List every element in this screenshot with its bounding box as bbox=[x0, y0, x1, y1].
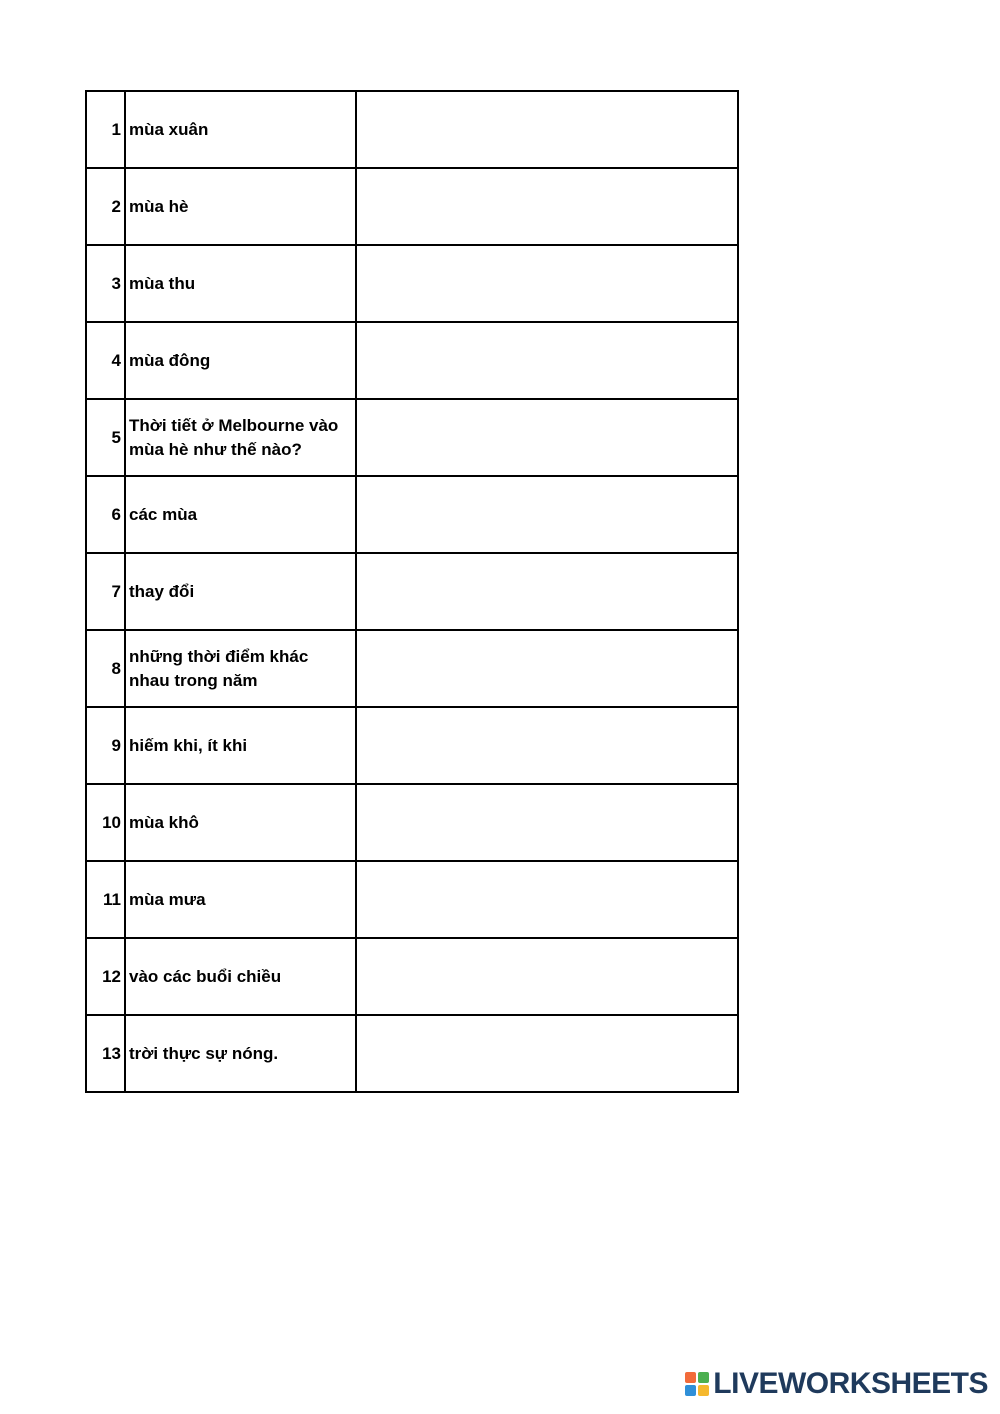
vocabulary-term: vào các buổi chiều bbox=[125, 938, 356, 1015]
vocabulary-term: trời thực sự nóng. bbox=[125, 1015, 356, 1092]
table-row bbox=[86, 1015, 738, 1092]
answer-cell[interactable] bbox=[356, 861, 738, 938]
table-row bbox=[86, 938, 738, 1015]
answer-cell[interactable] bbox=[356, 476, 738, 553]
logo-text: LIVEWORKSHEETS bbox=[713, 1367, 988, 1400]
vocabulary-term: mùa thu bbox=[125, 245, 356, 322]
table-row bbox=[86, 707, 738, 784]
answer-cell[interactable] bbox=[356, 707, 738, 784]
row-number: 3 bbox=[86, 245, 125, 322]
row-number: 1 bbox=[86, 91, 125, 168]
answer-cell[interactable] bbox=[356, 245, 738, 322]
table-row bbox=[86, 630, 738, 707]
answer-cell[interactable] bbox=[356, 1015, 738, 1092]
row-number: 4 bbox=[86, 322, 125, 399]
answer-cell[interactable] bbox=[356, 91, 738, 168]
table-row bbox=[86, 245, 738, 322]
row-number: 9 bbox=[86, 707, 125, 784]
vocabulary-term: các mùa bbox=[125, 476, 356, 553]
table-row bbox=[86, 399, 738, 476]
answer-cell[interactable] bbox=[356, 784, 738, 861]
row-number: 2 bbox=[86, 168, 125, 245]
table-row bbox=[86, 476, 738, 553]
table-row bbox=[86, 91, 738, 168]
row-number: 10 bbox=[86, 784, 125, 861]
vocabulary-term: mùa đông bbox=[125, 322, 356, 399]
vocabulary-term: mùa xuân bbox=[125, 91, 356, 168]
vocabulary-term: mùa hè bbox=[125, 168, 356, 245]
answer-cell[interactable] bbox=[356, 630, 738, 707]
table-row bbox=[86, 861, 738, 938]
vocabulary-table bbox=[85, 90, 739, 1093]
row-number: 12 bbox=[86, 938, 125, 1015]
logo-square-i bbox=[698, 1372, 709, 1383]
row-number: 6 bbox=[86, 476, 125, 553]
vocabulary-term: thay đổi bbox=[125, 553, 356, 630]
vocabulary-term: hiếm khi, ít khi bbox=[125, 707, 356, 784]
table-row bbox=[86, 553, 738, 630]
answer-cell[interactable] bbox=[356, 553, 738, 630]
row-number: 7 bbox=[86, 553, 125, 630]
answer-cell[interactable] bbox=[356, 399, 738, 476]
logo-square-l bbox=[685, 1372, 696, 1383]
row-number: 5 bbox=[86, 399, 125, 476]
answer-cell[interactable] bbox=[356, 938, 738, 1015]
vocabulary-term: những thời điểm khác nhau trong năm bbox=[125, 630, 356, 707]
logo-square-v bbox=[685, 1385, 696, 1396]
row-number: 13 bbox=[86, 1015, 125, 1092]
vocabulary-term: Thời tiết ở Melbourne vào mùa hè như thế nào? bbox=[125, 399, 356, 476]
table-row bbox=[86, 784, 738, 861]
liveworksheets-logo bbox=[685, 1368, 988, 1400]
liveworksheets-logo-icon bbox=[685, 1372, 709, 1396]
logo-square-e bbox=[698, 1385, 709, 1396]
vocabulary-term: mùa khô bbox=[125, 784, 356, 861]
answer-cell[interactable] bbox=[356, 322, 738, 399]
row-number: 11 bbox=[86, 861, 125, 938]
table-body bbox=[86, 91, 738, 1092]
table-row bbox=[86, 322, 738, 399]
row-number: 8 bbox=[86, 630, 125, 707]
answer-cell[interactable] bbox=[356, 168, 738, 245]
table-row bbox=[86, 168, 738, 245]
vocabulary-term: mùa mưa bbox=[125, 861, 356, 938]
